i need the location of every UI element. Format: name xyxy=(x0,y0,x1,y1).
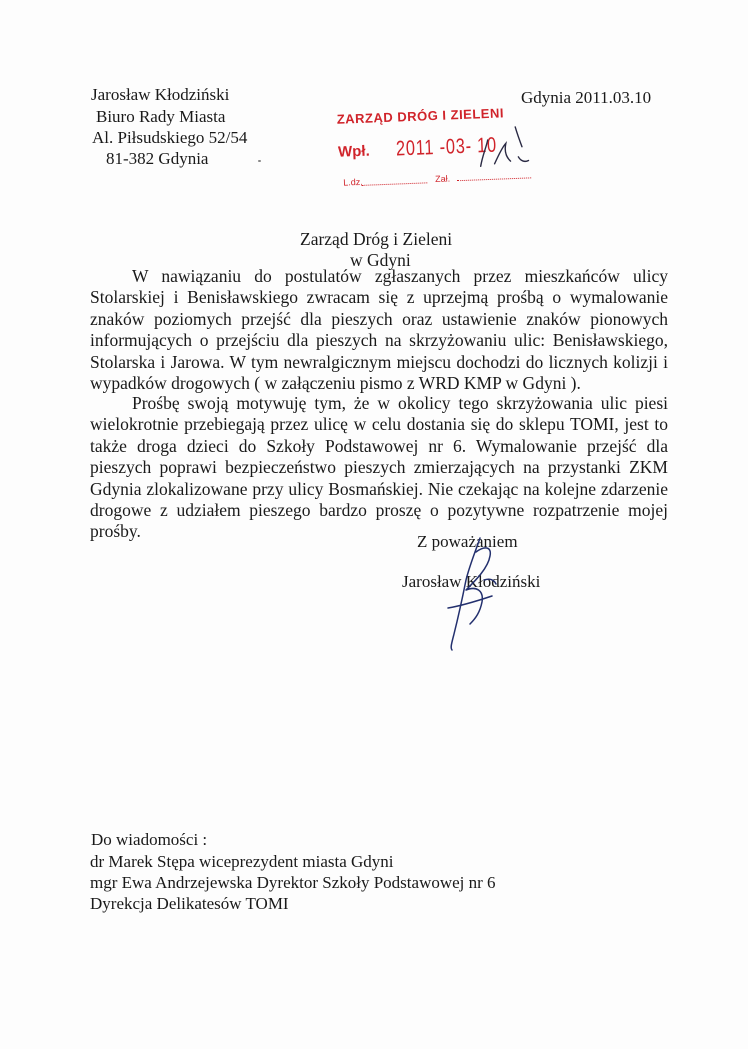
closing-greeting: Z poważaniem xyxy=(417,532,518,551)
cc-item: dr Marek Stępa wiceprezydent miasta Gdyni xyxy=(90,852,394,871)
body-paragraph-2: Prośbę swoją motywuję tym, że w okolicy tego skrzyżowania ulic piesi wielokrotnie przebiegają przez ulicę w celu dostania się do sklepu TOMI, jest to także droga dzieci do Szkoły Podstawowej nr 6. Wymalowanie przejść dla pieszych poprawi bezpieczeństwo pieszych zmierzających na przystanki ZKM Gdynia zlokalizowane przy ulicy Bosmańskiej. Nie czekając na kolejne zdarzenie drogowe z udziałem pieszego bardzo proszę o pozytywne rozpatrzenie mojej prośby. xyxy=(90,393,668,542)
signer-name: Jarosław Kłodziński xyxy=(402,572,541,591)
stamp-zal-line xyxy=(457,177,531,181)
received-stamp xyxy=(324,100,547,198)
sender-street: Al. Piłsudskiego 52/54 xyxy=(92,128,248,147)
cc-item: Dyrekcja Delikatesów TOMI xyxy=(90,894,289,913)
scan-speck xyxy=(258,160,261,162)
cc-heading: Do wiadomości : xyxy=(91,830,208,849)
stamp-ldz-line xyxy=(361,182,427,186)
handwritten-signature xyxy=(440,520,520,660)
sender-name: Jarosław Kłodziński xyxy=(91,85,230,104)
stamp-ldz-label: L.dz. xyxy=(343,176,363,188)
stamp-zal-label: Zał. xyxy=(434,173,451,185)
sender-office: Biuro Rady Miasta xyxy=(96,107,226,126)
recipient-line2: w Gdyni xyxy=(350,250,411,270)
place-date: Gdynia 2011.03.10 xyxy=(521,88,652,107)
stamp-received-label: Wpł. xyxy=(337,142,371,161)
recipient-line1: Zarząd Dróg i Zieleni xyxy=(300,229,453,249)
cc-item: mgr Ewa Andrzejewska Dyrektor Szkoły Podstawowej nr 6 xyxy=(90,873,496,892)
body-paragraph-1: W nawiązaniu do postulatów zgłaszanych przez mieszkańców ulicy Stolarskiej i Benisławskiego zwracam się z uprzejmą prośbą o wymalowanie znaków poziomych przejść dla pieszych oraz ustawienie znaków pionowych informujących o przejściu dla pieszych na skrzyżowaniu ulic: Benisławskiego, Stolarska i Jarowa. W tym newralgicznym miejscu dochodzi do licznych kolizji i wypadków drogowych ( w załączeniu pismo z WRD KMP w Gdyni ). xyxy=(90,266,668,394)
sender-city: 81-382 Gdynia xyxy=(106,149,209,168)
stamp-title: ZARZĄD DRÓG I ZIELENI xyxy=(336,105,505,127)
stamp-initials-scribble xyxy=(471,116,533,178)
stamp-received-date: 2011 -03- 10 xyxy=(395,133,498,161)
